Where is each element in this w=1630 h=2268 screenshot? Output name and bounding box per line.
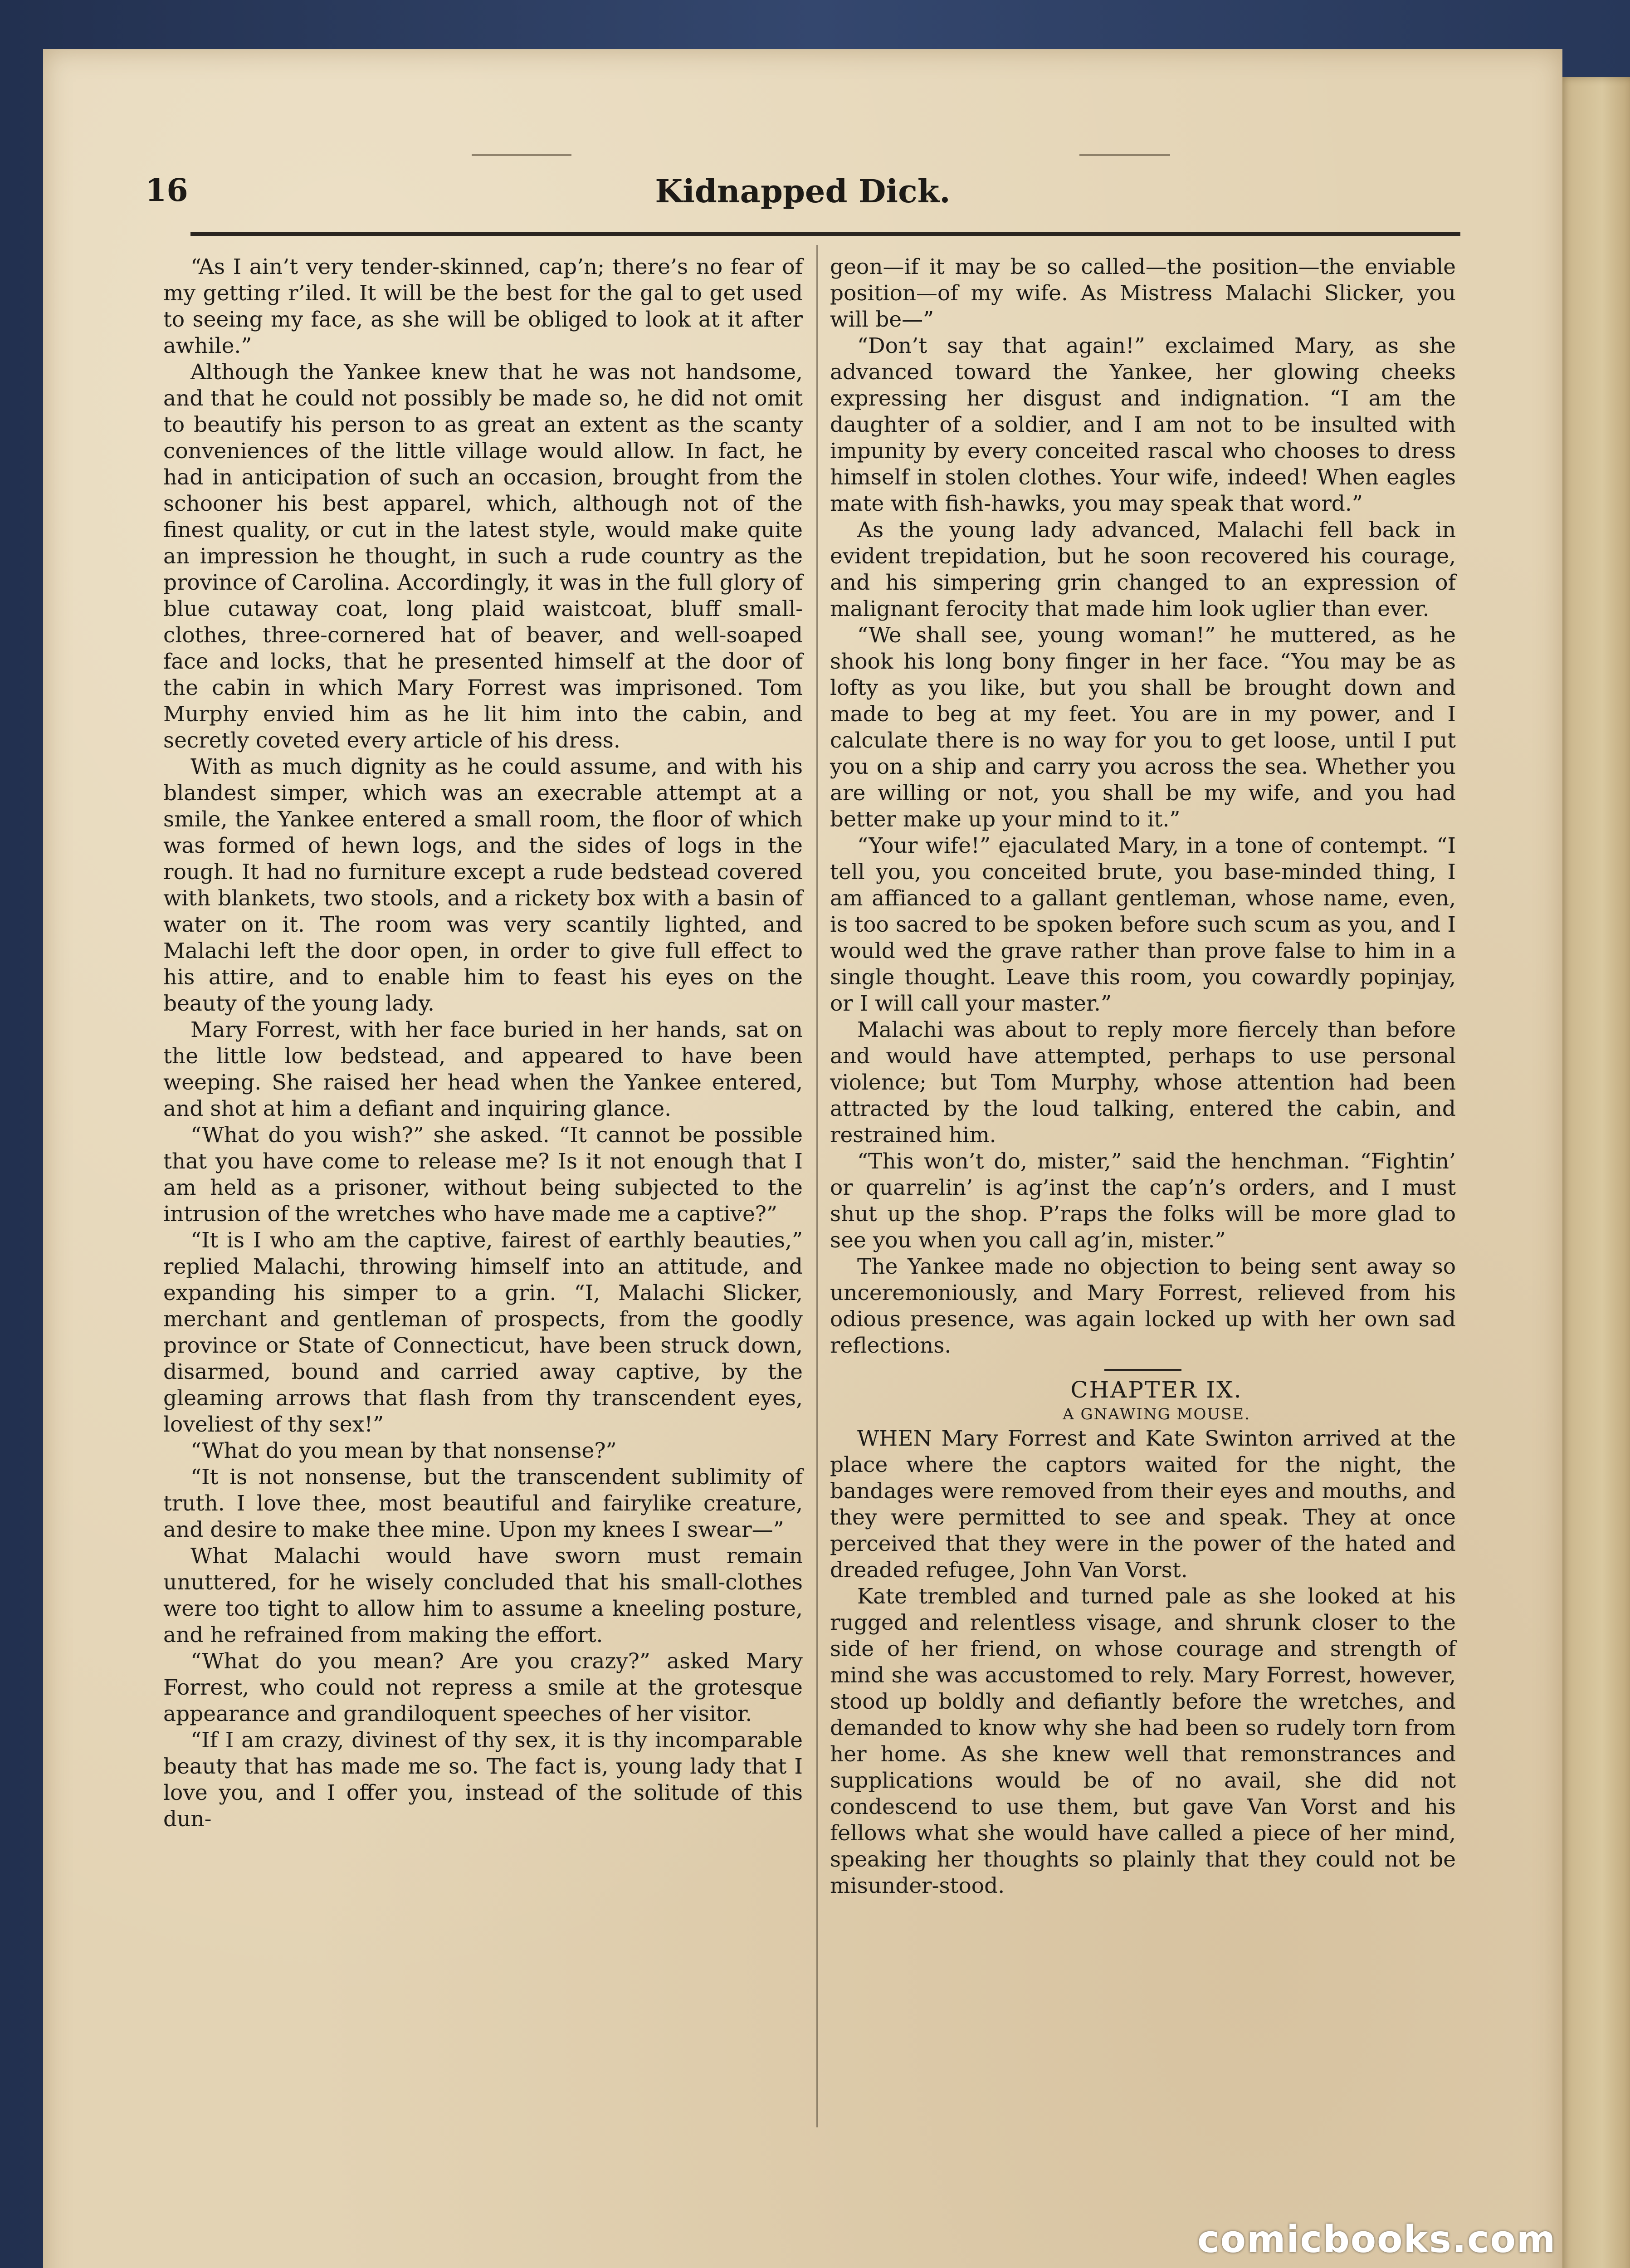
paragraph: “As I ain’t very tender-skinned, cap’n; there’s no fear of my getting r’iled. It will be the best for the gal to get used to seeing my face, as she will be obliged to look at it after awhile.”	[163, 254, 803, 358]
paragraph: “It is not nonsense, but the transcendent sublimity of truth. I love thee, most beautiful and fairylike creature, and desire to make thee mine. Upon my knees I swear—”	[163, 1465, 803, 1542]
paragraph: “Don’t say that again!” exclaimed Mary, as she advanced toward the Yankee, her glowing cheeks expressing her disgust and indignation. “I am the daughter of a soldier, and I am not to be insulted with impunity by every conceited rascal who chooses to dress himself in stolen clothes. Your wife, indeed! When eagles mate with fish-hawks, you may speak that word.”	[830, 333, 1456, 516]
paragraph: “It is I who am the captive, fairest of earthly beauties,” replied Malachi, throwing himself into an attitude, and expanding his simper to a grin. “I, Malachi Slicker, merchant and gentleman of prospects, from the goodly province or State of Connecticut, have been struck down, disarmed, bound and carried away captive, by the gleaming arrows that flash from thy transcendent eyes, loveliest of thy sex!”	[163, 1228, 803, 1437]
paragraph: What Malachi would have sworn must remain unuttered, for he wisely concluded that his small-clothes were too tight to allow him to assume a kneeling posture, and he refrained from making the effort.	[163, 1544, 803, 1647]
header-ornament-left	[472, 154, 571, 156]
paragraph: Kate trembled and turned pale as she looked at his rugged and relentless visage, and shrunk closer to the side of her friend, on whose courage and strength of mind she was accustomed to rely. Mary Forrest, however, stood up boldly and defiantly before the wretches, and demanded to know why she had been so rudely torn from her home. As she knew well that remonstrances and supplications would be of no avail, she did not condescend to use them, but gave Van Vorst and his fellows what she would have called a piece of her mind, speaking her thoughts so plainly that they could not be misunder-stood.	[830, 1584, 1456, 1898]
header-ornament-right	[1079, 154, 1170, 156]
paragraph: “What do you wish?” she asked. “It cannot be possible that you have come to release me? Is it not enough that I am held as a prisoner, without being subjected to the intrusion of the wretches who have made me a captive?”	[163, 1123, 803, 1227]
column-divider	[816, 245, 818, 2127]
paragraph: “We shall see, young woman!” he muttered, as he shook his long bony finger in her face. “You may be as lofty as you like, but you shall be brought down and made to beg at my feet. You are in my power, and I calculate there is no way for you to get loose, until I put you on a ship and carry you across the sea. Whether you are willing or not, you shall be my wife, and you had better make up your mind to it.”	[830, 623, 1456, 832]
running-title: Kidnapped Dick.	[655, 172, 951, 210]
paragraph: “Your wife!” ejaculated Mary, in a tone of contempt. “I tell you, you conceited brute, you base-minded thing, I am affianced to a gallant gentleman, whose name, even, is too sacred to be spoken before such scum as you, and I would wed the grave rather than prove false to him in a single thought. Leave this room, you cowardly popinjay, or I will call your master.”	[830, 833, 1456, 1016]
adjacent-page-edge	[1560, 77, 1630, 2268]
paragraph: Although the Yankee knew that he was not handsome, and that he could not possibly be made so, he did not omit to beautify his person to as great an extent as the scanty conveniences of the little village would allow. In fact, he had in anticipation of such an occasion, brought from the schooner his best apparel, which, although not of the finest quality, or cut in the latest style, would make quite an impression he thought, in such a rude country as the province of Carolina. Accordingly, it was in the full glory of blue cutaway coat, long plaid waistcoat, bluff small-clothes, three-cornered hat of beaver, and well-soaped face and locks, that he presented himself at the door of the cabin in which Mary Forrest was imprisoned. Tom Murphy envied him as he lit him into the cabin, and secretly coveted every article of his dress.	[163, 360, 803, 753]
chapter-subtitle: A GNAWING MOUSE.	[1063, 1405, 1250, 1423]
paragraph: Mary Forrest, with her face buried in her hands, sat on the little low bedstead, and appeared to have been weeping. She raised her head when the Yankee entered, and shot at him a defiant and inquiring glance.	[163, 1017, 803, 1121]
paragraph: “If I am crazy, divinest of thy sex, it is thy incomparable beauty that has made me so. The fact is, young lady that I love you, and I offer you, instead of the solitude of this dun-	[163, 1728, 803, 1832]
paragraph: With as much dignity as he could assume, and with his blandest simper, which was an execrable attempt at a smile, the Yankee entered a small room, the floor of which was formed of hewn logs, and the sides of logs in the rough. It had no furniture except a rude bedstead covered with blankets, two stools, and a rickety box with a basin of water on it. The room was very scantily lighted, and Malachi left the door open, in order to give full effect to his attire, and to enable him to feast his eyes on the beauty of the young lady.	[163, 754, 803, 1016]
paragraph: The Yankee made no objection to being sent away so unceremoniously, and Mary Forrest, relieved from his odious presence, was again locked up with her own sad reflections.	[830, 1254, 1456, 1358]
site-watermark: comicbooks.com	[1197, 2218, 1557, 2261]
page-number: 16	[145, 172, 188, 209]
paragraph: “This won’t do, mister,” said the henchman. “Fightin’ or quarrelin’ is ag’inst the cap’n’s orders, and I must shut up the shop. P’raps the folks will be more glad to see you when you call ag’in, mister.”	[830, 1149, 1456, 1253]
paragraph: Malachi was about to reply more fiercely than before and would have attempted, perhaps to use personal violence; but Tom Murphy, whose attention had been attracted by the loud talking, entered the cabin, and restrained him.	[830, 1017, 1456, 1148]
paragraph: As the young lady advanced, Malachi fell back in evident trepidation, but he soon recovered his courage, and his simpering grin changed to an expression of malignant ferocity that made him look uglier than ever.	[830, 518, 1456, 621]
header-rule	[190, 232, 1460, 236]
chapter-heading: CHAPTER IX.	[1070, 1377, 1243, 1403]
left-column	[163, 254, 803, 1833]
paragraph: geon—if it may be so called—the position—the enviable position—of my wife. As Mistress Malachi Slicker, you will be—”	[830, 254, 1456, 332]
chapter-rule	[1104, 1369, 1181, 1371]
paragraph: “What do you mean by that nonsense?”	[190, 1438, 617, 1463]
page-header	[145, 172, 1460, 222]
right-column	[830, 254, 1456, 1899]
paragraph: “What do you mean? Are you crazy?” asked Mary Forrest, who could not repress a smile at the grotesque appearance and grandiloquent speeches of her visitor.	[163, 1649, 803, 1726]
paragraph: WHEN Mary Forrest and Kate Swinton arrived at the place where the captors waited for the night, the bandages were removed from their eyes and mouths, and they were permitted to see and speak. They at once perceived that they were in the power of the hated and dreaded refugee, John Van Vorst.	[830, 1426, 1456, 1583]
